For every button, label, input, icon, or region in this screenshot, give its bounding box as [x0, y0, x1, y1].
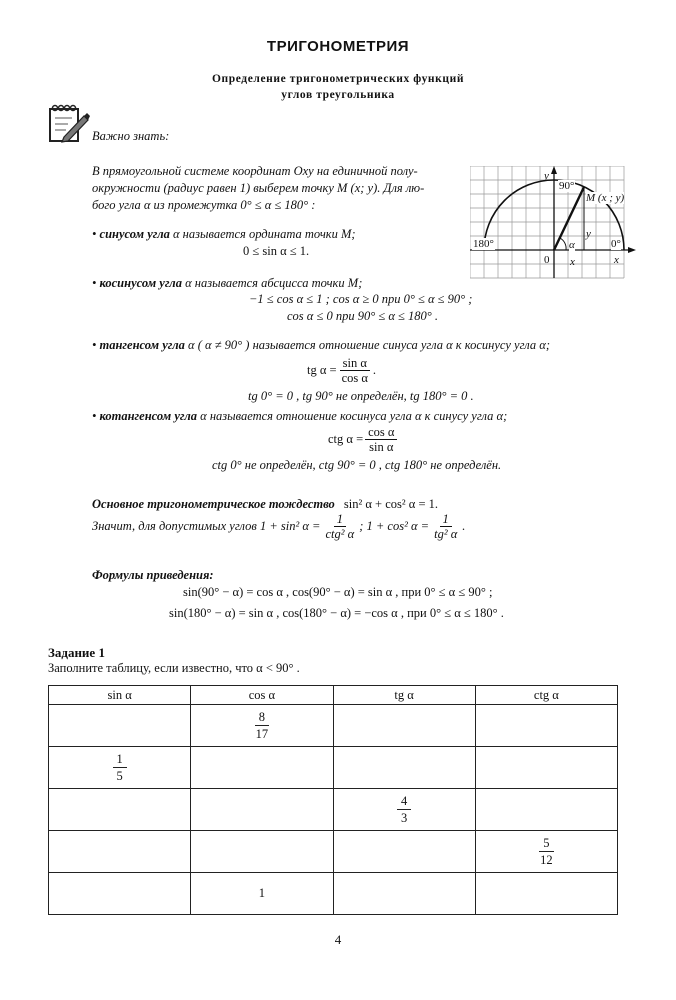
cell-sin[interactable]	[49, 747, 191, 789]
consequence-frac2-num: 1	[440, 512, 452, 527]
cosine-text: α называется абсцисса точки M;	[181, 276, 363, 290]
table-row	[49, 747, 618, 789]
cotangent-den: sin α	[369, 440, 394, 454]
cell-fraction	[252, 709, 273, 742]
fraction-numerator: 4	[397, 793, 411, 810]
cell-tg[interactable]	[333, 705, 475, 747]
consequence-frac2-den: tg² α	[434, 527, 458, 541]
cell-cos[interactable]	[191, 831, 333, 873]
sine-term: синусом угла	[99, 227, 170, 241]
cotangent-values: ctg 0° не определён, ctg 90° = 0 , ctg 180° не определён.	[212, 458, 502, 472]
identity-consequence	[92, 512, 465, 541]
cell-fraction	[397, 793, 411, 826]
consequence-prefix: Значит, для допустимых углов 1 + sin² α =	[92, 519, 321, 533]
identity-label: Основное тригонометрическое тождество	[92, 497, 335, 511]
cell-sin[interactable]	[49, 873, 191, 915]
cell-ctg[interactable]	[475, 873, 617, 915]
intro-line3: бого угла α из промежутка 0° ≤ α ≤ 180° :	[92, 198, 316, 212]
tangent-lhs: tg α =	[307, 363, 337, 377]
table-row	[49, 831, 618, 873]
point-m-label: M (x ; y)	[586, 192, 625, 204]
task-title: Задание 1	[48, 645, 105, 660]
x-leg-label: x	[570, 256, 575, 268]
cell-cos[interactable]	[191, 873, 333, 915]
cotangent-definition: • котангенсом угла α называется отношение косинуса угла α к синусу угла α;	[92, 409, 508, 423]
identity-line	[92, 496, 438, 513]
header-ctg: ctg α	[475, 686, 617, 705]
cell-tg[interactable]	[333, 747, 475, 789]
cell-cos[interactable]	[191, 747, 333, 789]
table-row	[49, 873, 618, 915]
cotangent-lhs: ctg α =	[328, 432, 364, 446]
cell-sin[interactable]	[49, 705, 191, 747]
y-axis-label: y	[544, 170, 549, 182]
fraction-denominator: 17	[255, 727, 269, 741]
cotangent-formula	[328, 425, 399, 454]
cell-tg[interactable]	[333, 873, 475, 915]
deg0-label: 0°	[611, 238, 621, 250]
tangent-formula: tg α = $\frac{\text{sin α}}{\text{cos α}}$ .	[307, 356, 377, 385]
cell-ctg[interactable]	[475, 747, 617, 789]
cell-ctg[interactable]	[475, 831, 617, 873]
fraction-numerator: 5	[539, 835, 553, 852]
consequence-middle: ; 1 + cos² α =	[359, 519, 430, 533]
consequence-end: .	[462, 519, 466, 533]
fraction-denominator: 5	[116, 769, 123, 783]
table-row	[49, 789, 618, 831]
cell-fraction	[536, 835, 557, 868]
reduction-line1: sin(90° − α) = cos α , cos(90° − α) = sin α , при 0° ≤ α ≤ 90° ;	[183, 585, 493, 599]
cosine-range2: cos α ≤ 0 при 90° ≤ α ≤ 180° .	[287, 309, 438, 323]
notepad-pencil-icon	[48, 104, 90, 144]
table-row	[49, 705, 618, 747]
tangent-values: tg 0° = 0 , tg 90° не определён, tg 180° = 0 .	[248, 389, 474, 403]
cell-sin[interactable]	[49, 831, 191, 873]
cosine-term: косинусом угла	[99, 276, 182, 290]
deg180-label: 180°	[473, 238, 494, 250]
cosine-definition: • косинусом угла α называется абсцисса точки M;	[92, 276, 363, 290]
consequence-frac1-num: 1	[334, 512, 346, 527]
task-table	[48, 685, 618, 915]
header-tg: tg α	[333, 686, 475, 705]
cell-value: 1	[258, 886, 265, 900]
intro-line1: В прямоугольной системе координат Oxy на единичной полу-	[92, 164, 418, 178]
cell-ctg[interactable]	[475, 789, 617, 831]
origin-label: 0	[544, 254, 550, 266]
tangent-num: sin α	[340, 356, 370, 371]
tangent-term: тангенсом угла	[99, 338, 185, 352]
section-title-line1: Определение тригонометрических функций	[211, 73, 465, 85]
cotangent-num: cos α	[365, 425, 397, 440]
header-cos: cos α	[191, 686, 333, 705]
cell-tg[interactable]	[333, 789, 475, 831]
fraction-denominator: 3	[401, 811, 408, 825]
tangent-den: cos α	[341, 371, 368, 385]
cell-sin[interactable]	[49, 789, 191, 831]
fraction-denominator: 12	[540, 853, 553, 867]
reduction-line2: sin(180° − α) = sin α , cos(180° − α) = −cos α , при 0° ≤ α ≤ 180° .	[169, 606, 504, 620]
identity-formula: sin² α + cos² α = 1.	[343, 497, 438, 511]
tangent-definition: • тангенсом угла α ( α ≠ 90° ) называется отношение синуса угла α к косинусу угла α;	[92, 338, 551, 352]
deg90-label: 90°	[559, 180, 575, 192]
unit-semicircle-diagram	[470, 166, 636, 282]
sine-range: 0 ≤ sin α ≤ 1.	[243, 244, 310, 258]
cell-cos[interactable]	[191, 789, 333, 831]
task-instruction: Заполните таблицу, если известно, что α < 90° .	[48, 661, 300, 675]
consequence-frac1-den: ctg² α	[325, 527, 355, 541]
table-header-row	[49, 686, 618, 705]
reduction-label: Формулы приведения:	[92, 568, 214, 582]
page-title: ТРИГОНОМЕТРИЯ	[266, 38, 410, 55]
page-number: 4	[334, 932, 342, 947]
sine-text: α называется ордината точки M;	[169, 227, 356, 241]
cosine-range1: −1 ≤ cos α ≤ 1 ; cos α ≥ 0 при 0° ≤ α ≤ 90° ;	[249, 292, 473, 306]
header-sin: sin α	[49, 686, 191, 705]
fraction-numerator: 8	[255, 709, 269, 726]
cotangent-text: α называется отношение косинуса угла α к синусу угла α;	[197, 409, 508, 423]
alpha-angle-label: α	[569, 239, 575, 251]
cell-ctg[interactable]	[475, 705, 617, 747]
cotangent-term: котангенсом угла	[99, 409, 198, 423]
intro-line2: окружности (радиус равен 1) выберем точку M (x; y). Для лю-	[92, 181, 425, 195]
x-axis-label: x	[614, 254, 619, 266]
cell-cos[interactable]	[191, 705, 333, 747]
fraction-numerator: 1	[113, 751, 127, 768]
section-title-line2: углов треугольника	[281, 89, 395, 101]
tangent-text: α ( α ≠ 90° ) называется отношение синуса угла α к косинусу угла α;	[184, 338, 551, 352]
cell-tg[interactable]	[333, 831, 475, 873]
y-leg-label: y	[586, 228, 591, 240]
sine-definition: • синусом угла α называется ордината точки M;	[92, 227, 356, 241]
important-label: Важно знать:	[92, 129, 170, 143]
cell-fraction	[113, 751, 127, 784]
